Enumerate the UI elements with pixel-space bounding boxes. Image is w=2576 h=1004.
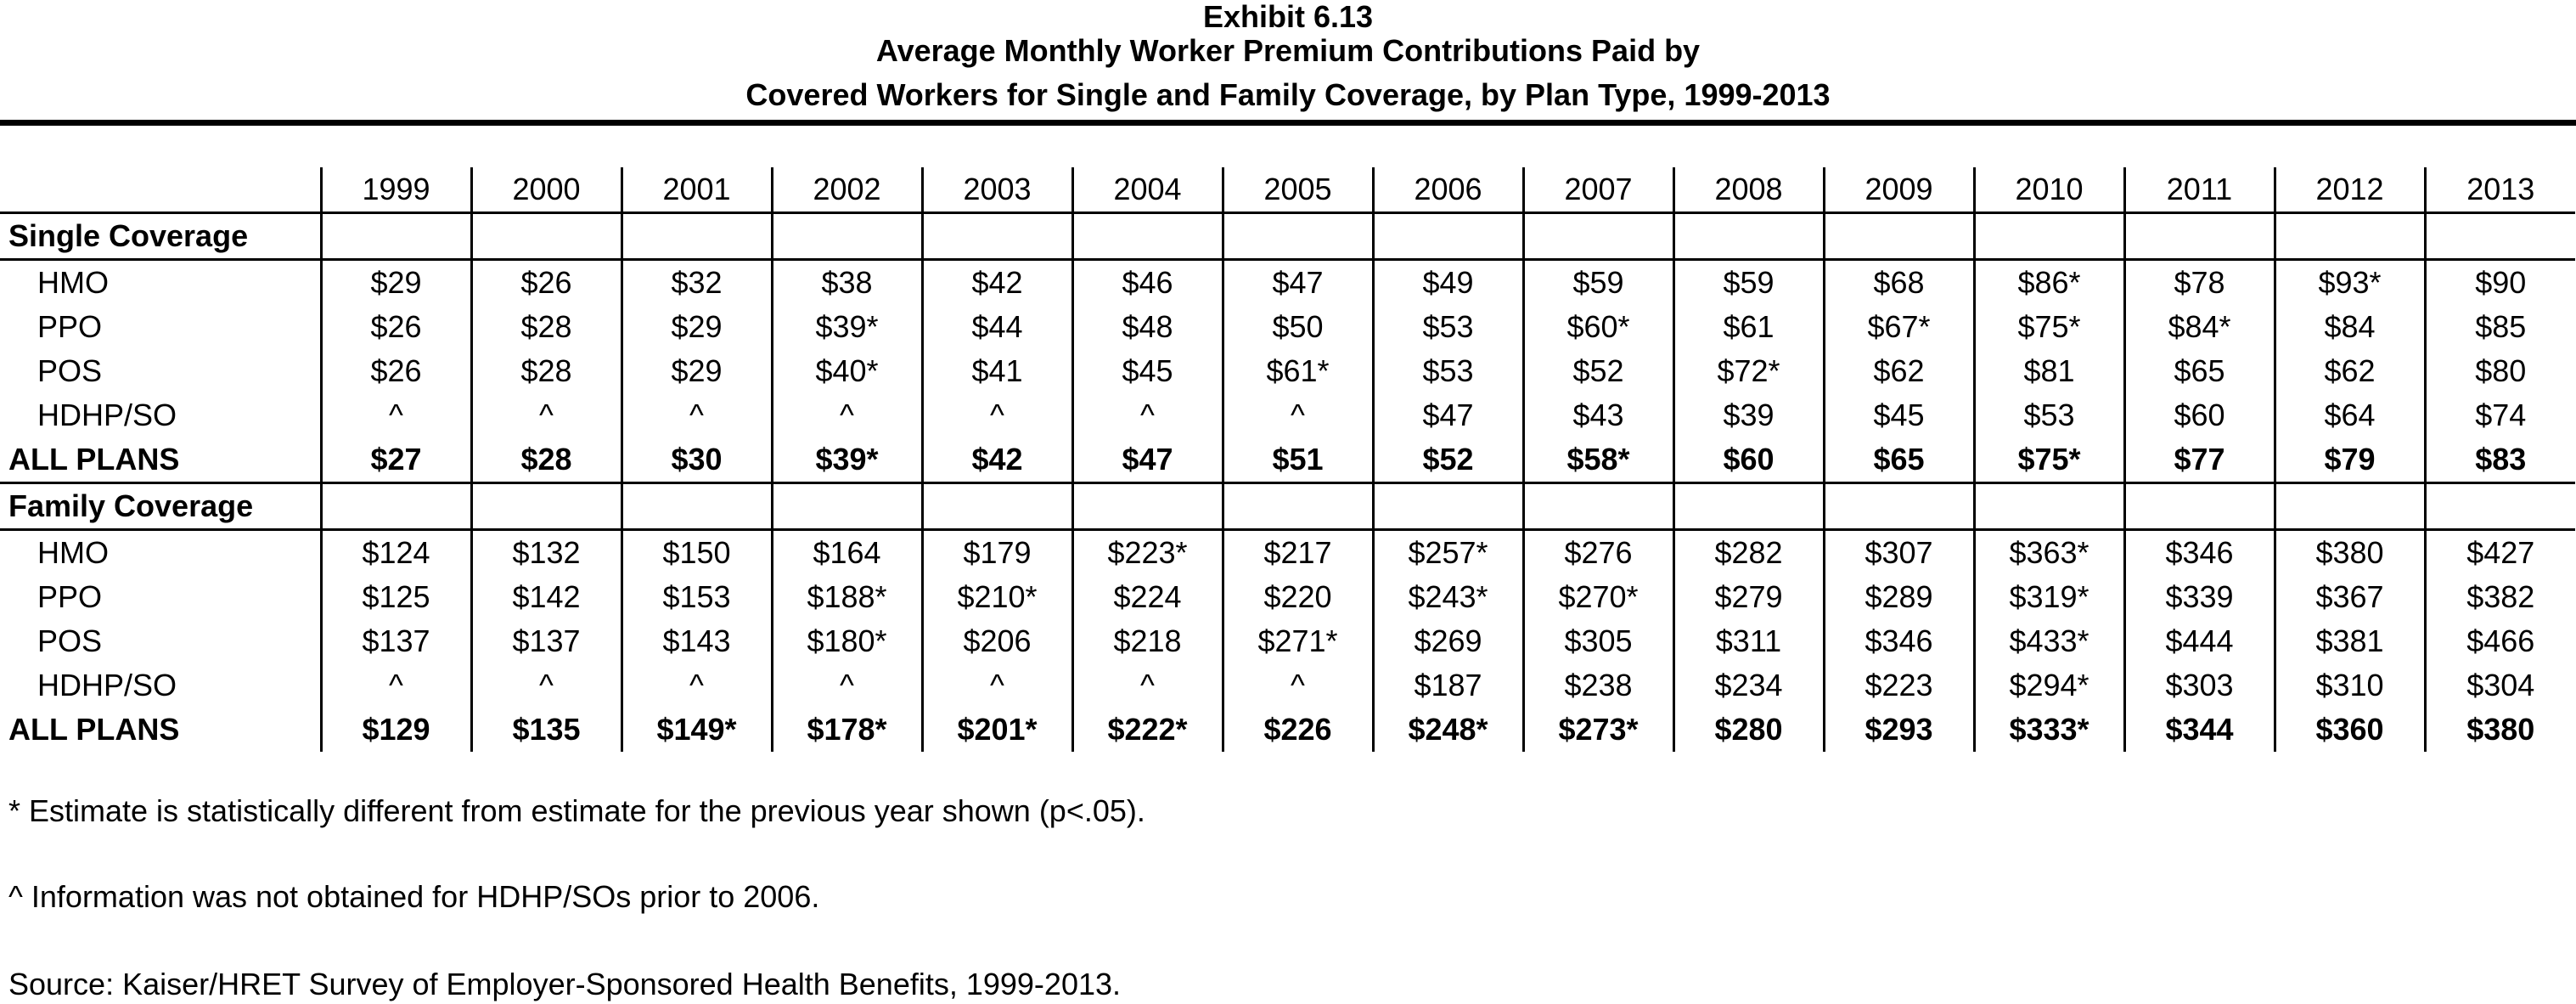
section-spacer-cell [622,483,772,530]
value-cell: ^ [321,663,471,708]
value-cell: $74 [2425,393,2575,437]
value-cell: $93* [2275,260,2425,306]
value-cell: $303 [2124,663,2275,708]
value-cell: $304 [2425,663,2575,708]
value-cell: $60 [2124,393,2275,437]
value-cell: $333* [1974,708,2124,752]
value-cell: $276 [1523,530,1673,576]
premium-contributions-table [0,167,2575,752]
value-cell: $47 [1373,393,1523,437]
value-cell: $68 [1824,260,1974,306]
value-cell: $248* [1373,708,1523,752]
note-caret: ^ Information was not obtained for HDHP/SOs prior to 2006. [8,879,820,914]
value-cell: $319* [1974,575,2124,619]
value-cell: $51 [1223,437,1373,483]
year-header-2005: 2005 [1223,167,1373,213]
value-cell: ^ [772,663,922,708]
value-cell: $363* [1974,530,2124,576]
value-cell: ^ [922,663,1072,708]
value-cell: $222* [1072,708,1223,752]
value-cell: $39 [1673,393,1824,437]
value-cell: $220 [1223,575,1373,619]
year-header-2009: 2009 [1824,167,1974,213]
value-cell: ^ [1223,393,1373,437]
value-cell: $39* [772,437,922,483]
value-cell: $77 [2124,437,2275,483]
value-cell: $223* [1072,530,1223,576]
value-cell: $26 [321,305,471,349]
table-row [0,260,2575,306]
table-row [0,305,2575,349]
value-cell: ^ [1072,393,1223,437]
section-spacer-cell [471,483,622,530]
value-cell: $46 [1072,260,1223,306]
value-cell: $367 [2275,575,2425,619]
value-cell: $137 [321,619,471,663]
section-spacer-cell [1373,213,1523,260]
value-cell: $78 [2124,260,2275,306]
title-rule [0,120,2576,126]
value-cell: $49 [1373,260,1523,306]
year-header-1999: 1999 [321,167,471,213]
row-label: ALL PLANS [8,442,180,477]
value-cell: $81 [1974,349,2124,393]
row-label: HMO [0,530,321,576]
value-cell: $234 [1673,663,1824,708]
value-cell: $149* [622,708,772,752]
value-cell: $150 [622,530,772,576]
value-cell: $28 [471,437,622,483]
table-row [0,393,2575,437]
value-cell: $238 [1523,663,1673,708]
value-cell: $178* [772,708,922,752]
header-corner [0,167,321,213]
value-cell: ^ [1223,663,1373,708]
year-header-2002: 2002 [772,167,922,213]
section-spacer-cell [922,213,1072,260]
value-cell: $179 [922,530,1072,576]
value-cell: $45 [1072,349,1223,393]
row-label: PPO [37,309,103,344]
section-spacer-cell [2124,483,2275,530]
value-cell: $52 [1523,349,1673,393]
value-cell: $59 [1673,260,1824,306]
value-cell: $44 [922,305,1072,349]
value-cell: ^ [922,393,1072,437]
section-spacer-cell [2275,213,2425,260]
row-label: HDHP/SO [37,398,177,432]
section-label: Family Coverage [0,483,321,530]
value-cell: $41 [922,349,1072,393]
value-cell: $90 [2425,260,2575,306]
value-cell: $273* [1523,708,1673,752]
section-row [0,483,2575,530]
value-cell: $67* [1824,305,1974,349]
section-spacer-cell [2425,213,2575,260]
value-cell: $62 [1824,349,1974,393]
value-cell: $466 [2425,619,2575,663]
value-cell: $43 [1523,393,1673,437]
year-header-2008: 2008 [1673,167,1824,213]
value-cell: $380 [2425,708,2575,752]
value-cell: $26 [471,260,622,306]
value-cell: $60* [1523,305,1673,349]
value-cell: $124 [321,530,471,576]
chart-title-line-1: Average Monthly Worker Premium Contributions Paid by [875,33,1701,68]
value-cell: $164 [772,530,922,576]
value-cell: $125 [321,575,471,619]
year-header-2003: 2003 [922,167,1072,213]
row-label: HMO [0,260,321,306]
value-cell: $271* [1223,619,1373,663]
value-cell: $226 [1223,708,1373,752]
value-cell: $444 [2124,619,2275,663]
value-cell: ^ [622,663,772,708]
section-spacer-cell [1373,483,1523,530]
value-cell: $282 [1673,530,1824,576]
value-cell: $64 [2275,393,2425,437]
section-spacer-cell [2425,483,2575,530]
section-spacer-cell [1974,213,2124,260]
value-cell: $135 [471,708,622,752]
year-header-2010: 2010 [1974,167,2124,213]
value-cell: $83 [2425,437,2575,483]
section-spacer-cell [772,483,922,530]
value-cell: $279 [1673,575,1824,619]
value-cell: $47 [1223,260,1373,306]
value-cell: $84 [2275,305,2425,349]
value-cell: ^ [471,393,622,437]
table-row [0,708,2575,752]
value-cell: $311 [1673,619,1824,663]
value-cell: $270* [1523,575,1673,619]
value-cell: $29 [622,305,772,349]
value-cell: $61* [1223,349,1373,393]
value-cell: $217 [1223,530,1373,576]
value-cell: $45 [1824,393,1974,437]
section-spacer-cell [922,483,1072,530]
chart-title-line-2: Covered Workers for Single and Family Coverage, by Plan Type, 1999-2013 [745,77,1831,112]
section-spacer-cell [622,213,772,260]
value-cell: $85 [2425,305,2575,349]
value-cell: $381 [2275,619,2425,663]
row-label: ALL PLANS [8,712,180,747]
section-spacer-cell [1673,483,1824,530]
value-cell: $243* [1373,575,1523,619]
value-cell: ^ [772,393,922,437]
value-cell: $58* [1523,437,1673,483]
year-header-2000: 2000 [471,167,622,213]
value-cell: $223 [1824,663,1974,708]
value-cell: $26 [321,349,471,393]
value-cell: $137 [471,619,622,663]
value-cell: $50 [1223,305,1373,349]
value-cell: $339 [2124,575,2275,619]
section-spacer-cell [1673,213,1824,260]
value-cell: $29 [622,349,772,393]
value-cell: $201* [922,708,1072,752]
source-note: Source: Kaiser/HRET Survey of Employer-Sponsored Health Benefits, 1999-2013. [8,967,1122,1001]
value-cell: $305 [1523,619,1673,663]
value-cell: $269 [1373,619,1523,663]
value-cell: $310 [2275,663,2425,708]
value-cell: $294* [1974,663,2124,708]
value-cell: $53 [1373,349,1523,393]
value-cell: $79 [2275,437,2425,483]
row-label: POS [37,353,103,388]
table-row [0,530,2575,576]
value-cell: $142 [471,575,622,619]
value-cell: $60 [1673,437,1824,483]
value-cell: $188* [772,575,922,619]
section-spacer-cell [1223,213,1373,260]
value-cell: $42 [922,260,1072,306]
value-cell: $210* [922,575,1072,619]
section-spacer-cell [1523,213,1673,260]
value-cell: $29 [321,260,471,306]
value-cell: $257* [1373,530,1523,576]
value-cell: $40* [772,349,922,393]
row-label: PPO [37,579,103,614]
value-cell: $61 [1673,305,1824,349]
value-cell: $289 [1824,575,1974,619]
table-row [0,437,2575,483]
value-cell: $75* [1974,437,2124,483]
value-cell: $380 [2275,530,2425,576]
value-cell: $53 [1974,393,2124,437]
value-cell: $42 [922,437,1072,483]
section-spacer-cell [2275,483,2425,530]
value-cell: $346 [2124,530,2275,576]
value-cell: $382 [2425,575,2575,619]
value-cell: $360 [2275,708,2425,752]
value-cell: $52 [1373,437,1523,483]
exhibit-number: Exhibit 6.13 [1202,0,1374,34]
value-cell: $129 [321,708,471,752]
section-spacer-cell [1072,483,1223,530]
section-spacer-cell [321,213,471,260]
year-header-2011: 2011 [2124,167,2275,213]
value-cell: $224 [1072,575,1223,619]
value-cell: $72* [1673,349,1824,393]
value-cell: $86* [1974,260,2124,306]
value-cell: $344 [2124,708,2275,752]
value-cell: $65 [1824,437,1974,483]
value-cell: ^ [471,663,622,708]
value-cell: $180* [772,619,922,663]
value-cell: $65 [2124,349,2275,393]
table-row [0,575,2575,619]
value-cell: ^ [321,393,471,437]
table-row [0,663,2575,708]
value-cell: $187 [1373,663,1523,708]
value-cell: $32 [622,260,772,306]
section-label: Single Coverage [0,213,321,260]
value-cell: ^ [622,393,772,437]
value-cell: $153 [622,575,772,619]
year-header-2012: 2012 [2275,167,2425,213]
year-header-2001: 2001 [622,167,772,213]
value-cell: $80 [2425,349,2575,393]
section-spacer-cell [1523,483,1673,530]
section-spacer-cell [1824,213,1974,260]
value-cell: $132 [471,530,622,576]
value-cell: $28 [471,305,622,349]
value-cell: $143 [622,619,772,663]
section-spacer-cell [1223,483,1373,530]
value-cell: $427 [2425,530,2575,576]
table-row [0,349,2575,393]
value-cell: $30 [622,437,772,483]
section-row [0,213,2575,260]
row-label: POS [37,623,103,658]
year-header-row [0,167,2575,213]
value-cell: $75* [1974,305,2124,349]
section-spacer-cell [1974,483,2124,530]
value-cell: $293 [1824,708,1974,752]
value-cell: $53 [1373,305,1523,349]
value-cell: $433* [1974,619,2124,663]
value-cell: $48 [1072,305,1223,349]
section-spacer-cell [471,213,622,260]
value-cell: $307 [1824,530,1974,576]
section-spacer-cell [2124,213,2275,260]
row-label: HDHP/SO [37,668,177,702]
year-header-2007: 2007 [1523,167,1673,213]
year-header-2013: 2013 [2425,167,2575,213]
value-cell: $62 [2275,349,2425,393]
section-spacer-cell [321,483,471,530]
value-cell: $218 [1072,619,1223,663]
year-header-2006: 2006 [1373,167,1523,213]
note-asterisk: * Estimate is statistically different from estimate for the previous year shown (p<.05). [8,793,1145,828]
value-cell: ^ [1072,663,1223,708]
value-cell: $27 [321,437,471,483]
value-cell: $39* [772,305,922,349]
value-cell: $38 [772,260,922,306]
table-row [0,619,2575,663]
section-spacer-cell [1072,213,1223,260]
value-cell: $59 [1523,260,1673,306]
section-spacer-cell [772,213,922,260]
value-cell: $346 [1824,619,1974,663]
year-header-2004: 2004 [1072,167,1223,213]
value-cell: $47 [1072,437,1223,483]
value-cell: $280 [1673,708,1824,752]
value-cell: $206 [922,619,1072,663]
section-spacer-cell [1824,483,1974,530]
value-cell: $84* [2124,305,2275,349]
value-cell: $28 [471,349,622,393]
